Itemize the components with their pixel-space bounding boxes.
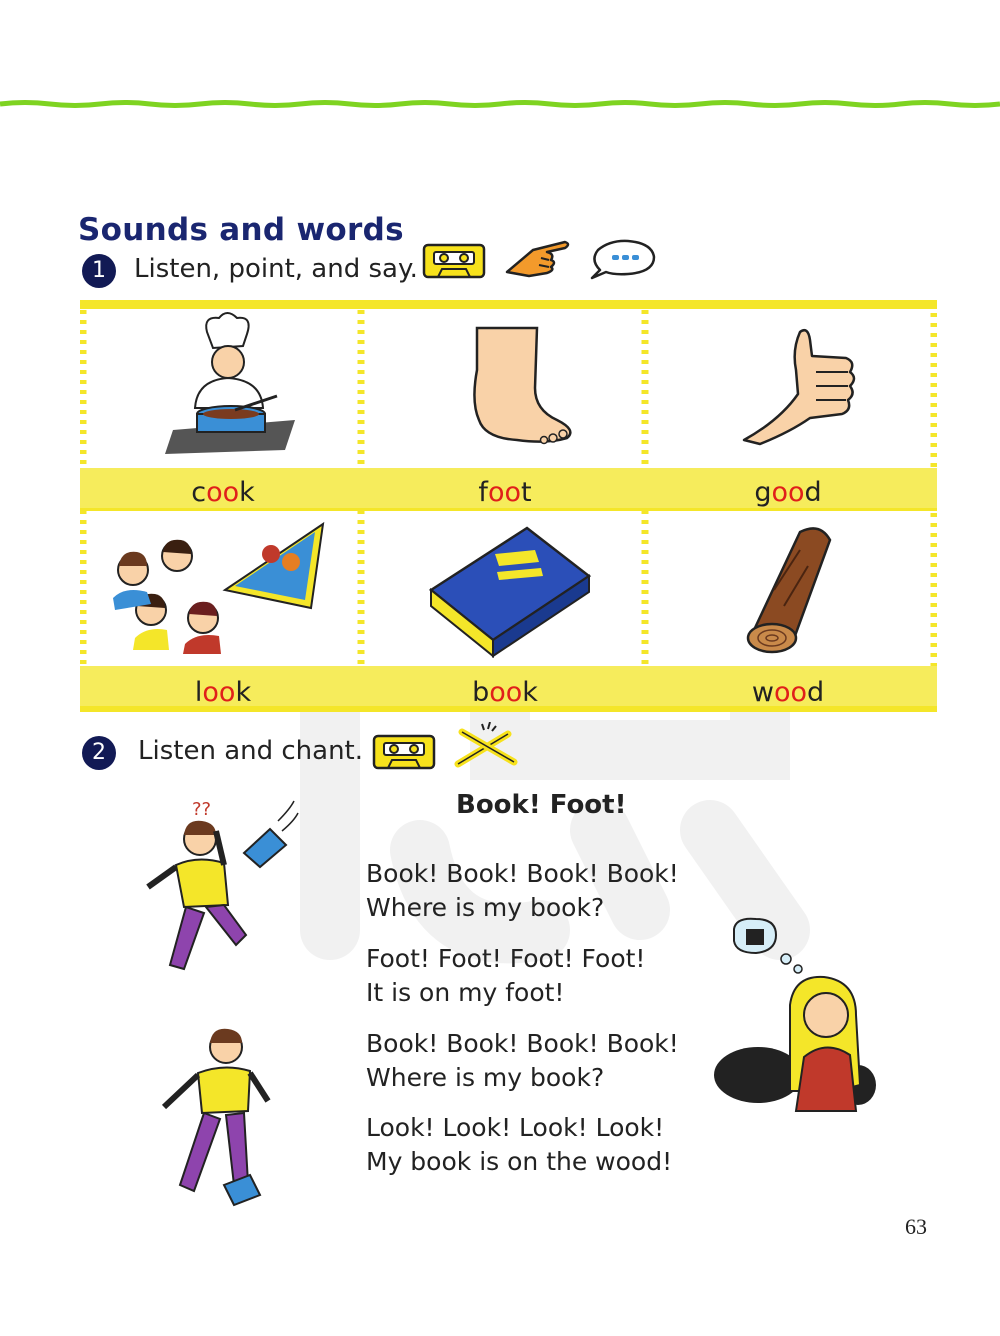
chant-verse-1	[366, 857, 679, 925]
word-card-cook	[85, 310, 361, 510]
chant-line: Where is my book?	[366, 893, 605, 922]
foot-illustration	[367, 310, 643, 470]
section-title: Sounds and words	[78, 212, 404, 248]
word-label-foot: foot	[478, 477, 532, 508]
chant-title: Book! Foot!	[456, 790, 627, 820]
top-divider-line	[0, 98, 1000, 110]
word-label-wood: wood	[751, 677, 825, 708]
chant-line: Book! Book! Book! Book!	[366, 859, 679, 888]
activity-instruction-2: Listen and chant.	[138, 736, 364, 766]
activity-instruction-1: Listen, point, and say.	[134, 254, 418, 284]
chant-line: Foot! Foot! Foot! Foot!	[366, 944, 646, 973]
cassette-icon	[422, 243, 486, 279]
chant-line: My book is on the wood!	[366, 1147, 673, 1176]
chant-line: Where is my book?	[366, 1063, 605, 1092]
word-label-book: book	[472, 677, 538, 708]
chant-verse-3	[366, 1027, 679, 1095]
activity-number-1: 1	[82, 254, 116, 288]
log-illustration	[650, 510, 926, 670]
boy-looking-for-book-illustration	[140, 795, 300, 985]
chant-line: It is on my foot!	[366, 978, 565, 1007]
book-illustration	[367, 510, 643, 670]
chant-line: Look! Look! Look! Look!	[366, 1113, 665, 1142]
page-number: 63	[905, 1214, 927, 1239]
word-grid	[80, 300, 937, 712]
boy-book-on-foot-illustration	[150, 1015, 280, 1215]
word-card-look	[85, 510, 361, 710]
look-illustration	[85, 510, 361, 670]
thumbs-up-illustration	[650, 310, 926, 470]
chant-verse-4	[366, 1111, 672, 1179]
drumsticks-icon	[452, 722, 522, 768]
activity-number-2: 2	[82, 736, 116, 770]
word-label-look: look	[194, 677, 252, 708]
pointing-hand-icon	[503, 236, 573, 280]
speech-bubble-icon	[588, 238, 658, 280]
word-card-wood	[650, 510, 926, 710]
word-label-cook: cook	[191, 477, 255, 508]
cook-illustration	[85, 310, 361, 470]
chant-line: Book! Book! Book! Book!	[366, 1029, 679, 1058]
word-card-foot	[367, 310, 643, 510]
chant-verse-2	[366, 942, 645, 1010]
girl-finding-book-illustration	[710, 915, 880, 1125]
svg-text:??: ??	[192, 799, 212, 820]
cassette-icon	[372, 734, 436, 770]
word-card-good	[650, 310, 926, 510]
word-card-book	[367, 510, 643, 710]
word-label-good: good	[754, 477, 822, 508]
